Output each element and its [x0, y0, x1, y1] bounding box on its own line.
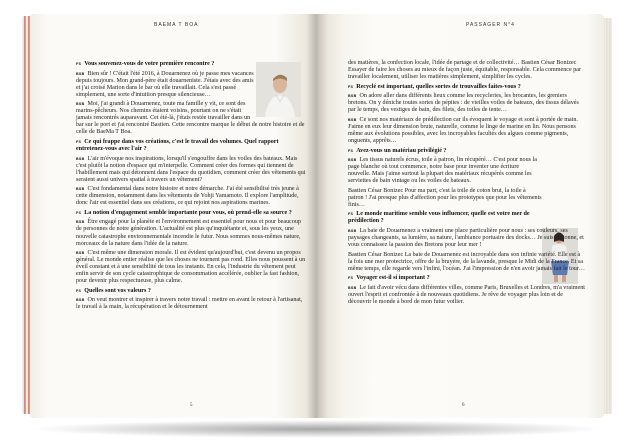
interview-answer: [348, 60, 586, 81]
interview-question: [348, 275, 586, 282]
paragraph-text: On adore aller dans différents lieux comme les recycleries, les brocantes, les greniers bretons. On y déniche toutes sortes de pépites : de vieilles voiles de bateaux, des tissus délavés par le temps, des vestiges de bain, des filets, des toiles de tente…: [348, 93, 579, 114]
interview-question: [76, 288, 308, 295]
photo-wrap-spacer: [542, 157, 586, 217]
paragraph-text: Être engagé pour la planète et l'environnement est essentiel pour nous et pour beaucoup de personnes de notre génération. L'actualité est plus qu'inquiétante et, sous les yeux, une nouvelle catastrophe environnementale incendie le futur. Nous sommes nous-mêmes nature, morceaux de la nature dans l'idée de la nature.: [76, 219, 301, 247]
paragraph-text: Avez-vous un matériau privilégié ?: [356, 147, 447, 154]
left-page-body: [76, 61, 308, 314]
speaker-initials: FS: [348, 84, 354, 89]
interview-question: [348, 84, 586, 91]
interview-answer: [76, 250, 308, 285]
book-shadow: [28, 420, 606, 438]
speaker-initials: FS: [76, 288, 82, 293]
book-gutter: [306, 14, 328, 418]
paragraph-text: Ce sont nos matériaux de prédilection car ils évoquent le voyage et sont à portée de main. J'aime en eux leur dimension brute, naturelle, comme le linge de marine en lin. Nous pensons même aux évolutions possibles, avec les incroyables facultés des algues comme pigments, onguents, apprêts…: [348, 116, 578, 144]
speaker-initials: FS: [348, 212, 354, 217]
paragraph-text: Le fait d'avoir vécu dans différentes villes, comme Paris, Bruxelles et Londres, m'a vraiment ouvert l'esprit et confrontée à de nouveaux quotidiens. Je rêve de voyager plus loin et de découvrir le monde à bord de mon futur voilier.: [348, 284, 585, 305]
interview-answer: [76, 297, 308, 311]
paragraph-text: C'est fondamental dans notre histoire et notre démarche. J'ai été sensibilisé très jeune à cette dimension, notamment dans les vêtements de Yohji Yamamoto. Il explore l'amplitude, donc l'air est essentiel dans ses créations, ce qui rejoint nos aspirations marines.: [76, 186, 299, 207]
left-running-head: BAEMA T BOA: [154, 22, 199, 28]
paragraph-text: Vous souvenez-vous de votre première rencontre ?: [84, 61, 215, 67]
paragraph-text: Voyager est-il si important ?: [356, 275, 430, 282]
paragraph-text: L'air m'évoque nos inspirations, lorsqu'il s'engouffre dans les voiles des bateaux. Mais c'est plutôt la notion d'espace qui m'interpelle. Comment créer des formes qui tiennent de l'habillement mais qui détonnent dans l'espace du quotidien, comment créer des vêtements qui seraient aussi univers spatial à travers un vêtement?: [76, 155, 306, 183]
paragraph-text: La baie de Douarnenez a vraiment une place particulière pour nous : ses couleurs, ses paysages changeants, sa lumière, sa nature, l'ambiance portuaire des docks… Je suis bretonne, et vous connaissez la passion des Bretons pour leur mer !: [348, 227, 584, 249]
paragraph-text: C'est même une dimension morale. Il est évident qu'aujourd'hui, c'est devenu un propos général. Le monde entier réalise que les choses ne tournent pas rond. Elles nous poussent à un éveil constant et à une sensibilité de tous les instants. En cela, l'industrie du vêtement peut enfin servir de son cycle catastrophique de consommation accélérée, oublier la fast fashion, pour devenir plus respectueuse, plus calme.: [76, 250, 306, 285]
paragraph-text: Ce qui frappe dans vos créations, c'est le travail des volumes. Quel rapport entretenez-vous avec l'air ?: [76, 138, 279, 153]
speaker-initials: BSB: [76, 156, 85, 161]
speaker-initials: BSB: [76, 220, 85, 225]
paragraph-text: Recyclé est important, quelles sortes de trouvailles faites-vous ?: [356, 83, 521, 90]
speaker-initials: BSB: [348, 228, 357, 233]
paragraph-text: Bastien César Bonizec Pour ma part, c'est la toile de coton brut, la toile à patron ! J'ai presque plus d'affection pour les prototypes que pour les vêtements finis…: [348, 187, 542, 208]
speaker-initials: BSB: [76, 71, 85, 76]
speaker-initials: BSB: [348, 117, 357, 122]
interview-question: [76, 139, 308, 153]
page-edges-right: [603, 18, 612, 414]
speaker-initials: FS: [76, 62, 82, 66]
speaker-initials: FS: [348, 148, 354, 153]
speaker-initials: FS: [76, 139, 82, 144]
paragraph-text: Quelles sont vos valeurs ?: [84, 287, 151, 294]
speaker-initials: BSB: [76, 251, 85, 256]
right-page-number: 6: [462, 403, 465, 408]
speaker-initials: BSB: [348, 158, 357, 163]
right-running-head: PASSAGER N°4: [466, 22, 515, 28]
right-page-body: [348, 60, 586, 308]
speaker-initials: BSB: [76, 102, 85, 107]
interview-answer: [348, 228, 586, 249]
speaker-initials: FS: [348, 276, 354, 281]
paragraph-text: des matières, la confection locale, l'idée de partage et de collectivité… Bastien César Bonizec Essayer de faire les choses au mieux de façon juste, équitable, responsable. Cela commence par travailler localement, utiliser les matières simplement, simplifier les cycles.: [348, 60, 581, 81]
interview-answer: [76, 186, 308, 207]
paragraph-text: Les tissus naturels écrus, toile à patron, lin récupéré… C'est pour nous la page blanche où tout commence, notre base pour inventer une écriture nouvelle. Mais j'aime surtout la plupart des matériaux récupérés comme les serviettes de bain vintage ou les voiles de bateaux.: [348, 157, 537, 185]
interview-answer: [348, 285, 586, 306]
right-page: [316, 14, 604, 418]
interview-answer: [348, 117, 586, 145]
paragraph-text: Bastien César Bonizec La baie de Douarnenez est incroyable dans son infinie variété. Elle est à la fois une mer protectrice, offre de la bruyère, de la lavande, presque le Midi de la France. Et sa même temps, elle regarde vers l'infini, l'océan. J'ai l'impression de n'en avoir jamais fait le tour…: [348, 251, 585, 272]
interview-question: [76, 210, 308, 217]
paragraph-text: Moi, j'ai grandi à Douarnenez, toute ma famille y vit, ce sont des marins-pêcheurs. Nos chemins étaient voisins, pourtant on ne s'était jamais rencontrés auparavant. Cet été-là, j'étais restée travailler dans un bar sur le port et j'ai rencontré Bastien. Cette rencontre marque le début de notre histoire et de celle de BaeMa T Boa.: [76, 101, 305, 136]
left-page-number: 5: [190, 403, 193, 408]
photo-wrap-spacer: [256, 61, 308, 119]
speaker-initials: FS: [76, 210, 82, 215]
speaker-initials: BSB: [348, 94, 357, 99]
interview-answer: [348, 252, 586, 273]
speaker-initials: BSB: [76, 298, 85, 303]
left-page: [30, 14, 316, 418]
interview-answer: [348, 93, 586, 114]
open-book: [22, 8, 612, 432]
interview-answer: [76, 156, 308, 184]
speaker-initials: BSB: [76, 187, 85, 192]
paragraph-text: Le monde maritime semble vous influencer, quelle est votre mer de prédilection ?: [348, 211, 530, 225]
interview-answer: [76, 219, 308, 247]
paragraph-text: La notion d'engagement semble importante pour vous, où prend-elle sa source ?: [84, 209, 292, 216]
speaker-initials: BSB: [348, 285, 357, 290]
interview-question: [348, 148, 586, 155]
paragraph-text: On veut montrer et inspirer à travers notre travail : mettre en avant le retour à l'artisanat, le travail à la main, la récupération et le détournement: [76, 297, 303, 311]
paragraph-text: Bien sûr ! C'était l'été 2016, à Douarnenez où je passe mes vacances depuis toujours. Mon grand-père était douarneniste. J'étais avec des amis et j'ai croisé Marion dans le bar où elle travaillait. Cela s'est passé simplement, une sorte d'intuition presque silencieuse…: [76, 70, 254, 98]
